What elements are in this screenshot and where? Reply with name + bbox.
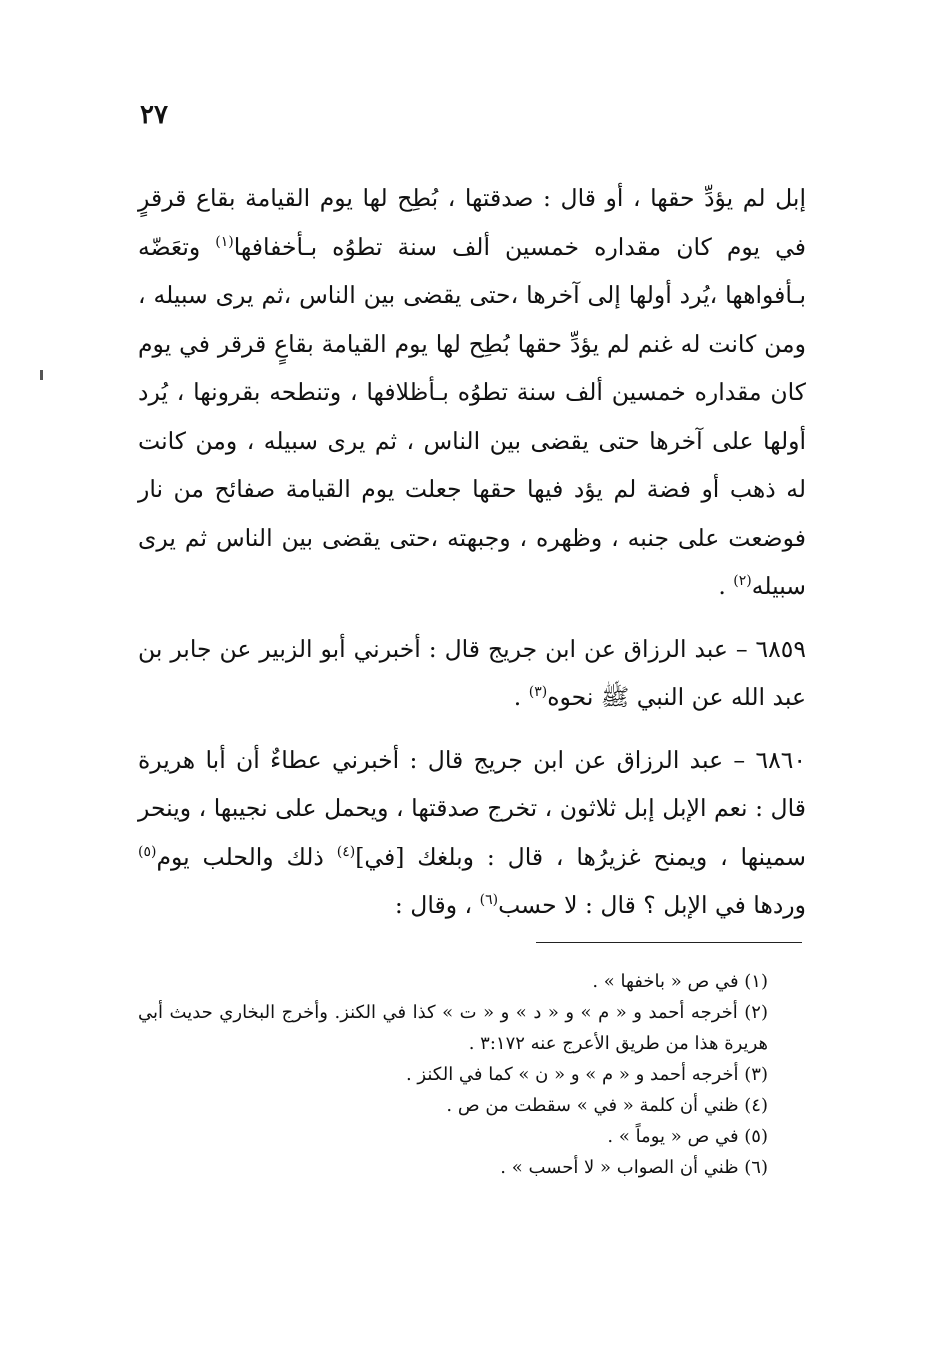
main-text bbox=[138, 174, 806, 930]
continuation-text-2: وتعَضّه بـأفواهها ،يُرد أولها إلى آخرها ،حتى يقضى بين الناس ،ثم يرى سبيله ، ومن كانت له غنم لم يؤدِّ حقها بُطِح لها يوم القيامة بقاعٍ قرقر في يوم كان مقداره خمسين ألف سنة تطوُه بـأظلافها ، وتنطحه بقرونها ، يُرد أولها على آخرها حتى يقضى بين الناس ، ثم يرى سبيله ، ومن كانت له ذهب أو فضة لم يؤد فيها حقها جعلت يوم القيامة صفائح من نار فوضعت على جنبه ، وظهره ، وجبهته ،حتى يقضى بين الناس ثم يرى سبيله bbox=[138, 232, 806, 600]
footnote-ref-5: (٥) bbox=[138, 843, 157, 860]
footnote-divider bbox=[536, 942, 802, 943]
continuation-end: . bbox=[718, 572, 734, 600]
continuation-text: إبل لم يؤدِّ حقها ، أو قال : صدقتها ، بُطِح لها يوم القيامة بقاع قرقرٍ في يوم كان مقداره خمسين ألف سنة تطوُه بـأخفافها bbox=[138, 184, 806, 261]
hadith-6860-text-d: ، وقال : bbox=[394, 891, 480, 919]
footnote-ref-1: (١) bbox=[215, 233, 234, 250]
hadith-6859 bbox=[138, 625, 806, 722]
hadith-6860-text-c: وردها في الإبل ؟ قال : لا حسب bbox=[498, 891, 806, 919]
footnotes bbox=[138, 966, 806, 1183]
footnote-2: (٢) أخرجه أحمد و « م » و « د » و « ت » كذا في الكنز. وأخرج البخاري حديث أبي هريرة هذا من طريق الأعرج عنه ٣:١٧٢ . bbox=[138, 1002, 768, 1054]
footnote-6: (٦) ظني أن الصواب « لا أحسب » . bbox=[500, 1157, 768, 1178]
hadith-6859-end: . bbox=[513, 683, 529, 711]
hadith-6859-text: ٦٨٥٩ – عبد الرزاق عن ابن جريج قال : أخبرني أبو الزبير عن جابر بن عبد الله عن النبي ﷺ نحوه bbox=[138, 634, 806, 711]
hadith-6860-text-b: ذلك والحلب يوم bbox=[156, 842, 337, 871]
footnote-3: (٣) أخرجه أحمد و « م » و « ن » كما في الكنز . bbox=[405, 1064, 768, 1085]
hadith-6860-text-a: ٦٨٦٠ – عبد الرزاق عن ابن جريج قال : أخبرني عطاءٌ أن أبا هريرة قال : نعم الإبل إبل ثلاثون ، تخرج صدقتها ، ويحمل على نجيبها ، وينحر سمينها ، ويمنح غزيرُها ، قال : وبلغك [في] bbox=[138, 745, 806, 871]
footnote-5: (٥) في ص « يوماً » . bbox=[607, 1126, 768, 1147]
continuation-paragraph bbox=[138, 174, 806, 611]
footnote-ref-6: (٦) bbox=[479, 892, 499, 909]
footnote-ref-3: (٣) bbox=[528, 684, 548, 701]
hadith-6860 bbox=[138, 736, 806, 930]
page-number: ٢٧ bbox=[140, 100, 168, 130]
footnote-ref-2: (٢) bbox=[733, 573, 752, 590]
footnote-4: (٤) ظني أن كلمة « في » سقطت من ص . bbox=[446, 1095, 768, 1116]
margin-mark bbox=[40, 370, 43, 380]
footnote-ref-4: (٤) bbox=[336, 843, 356, 860]
footnote-1: (١) في ص « باخفها » . bbox=[592, 971, 768, 992]
